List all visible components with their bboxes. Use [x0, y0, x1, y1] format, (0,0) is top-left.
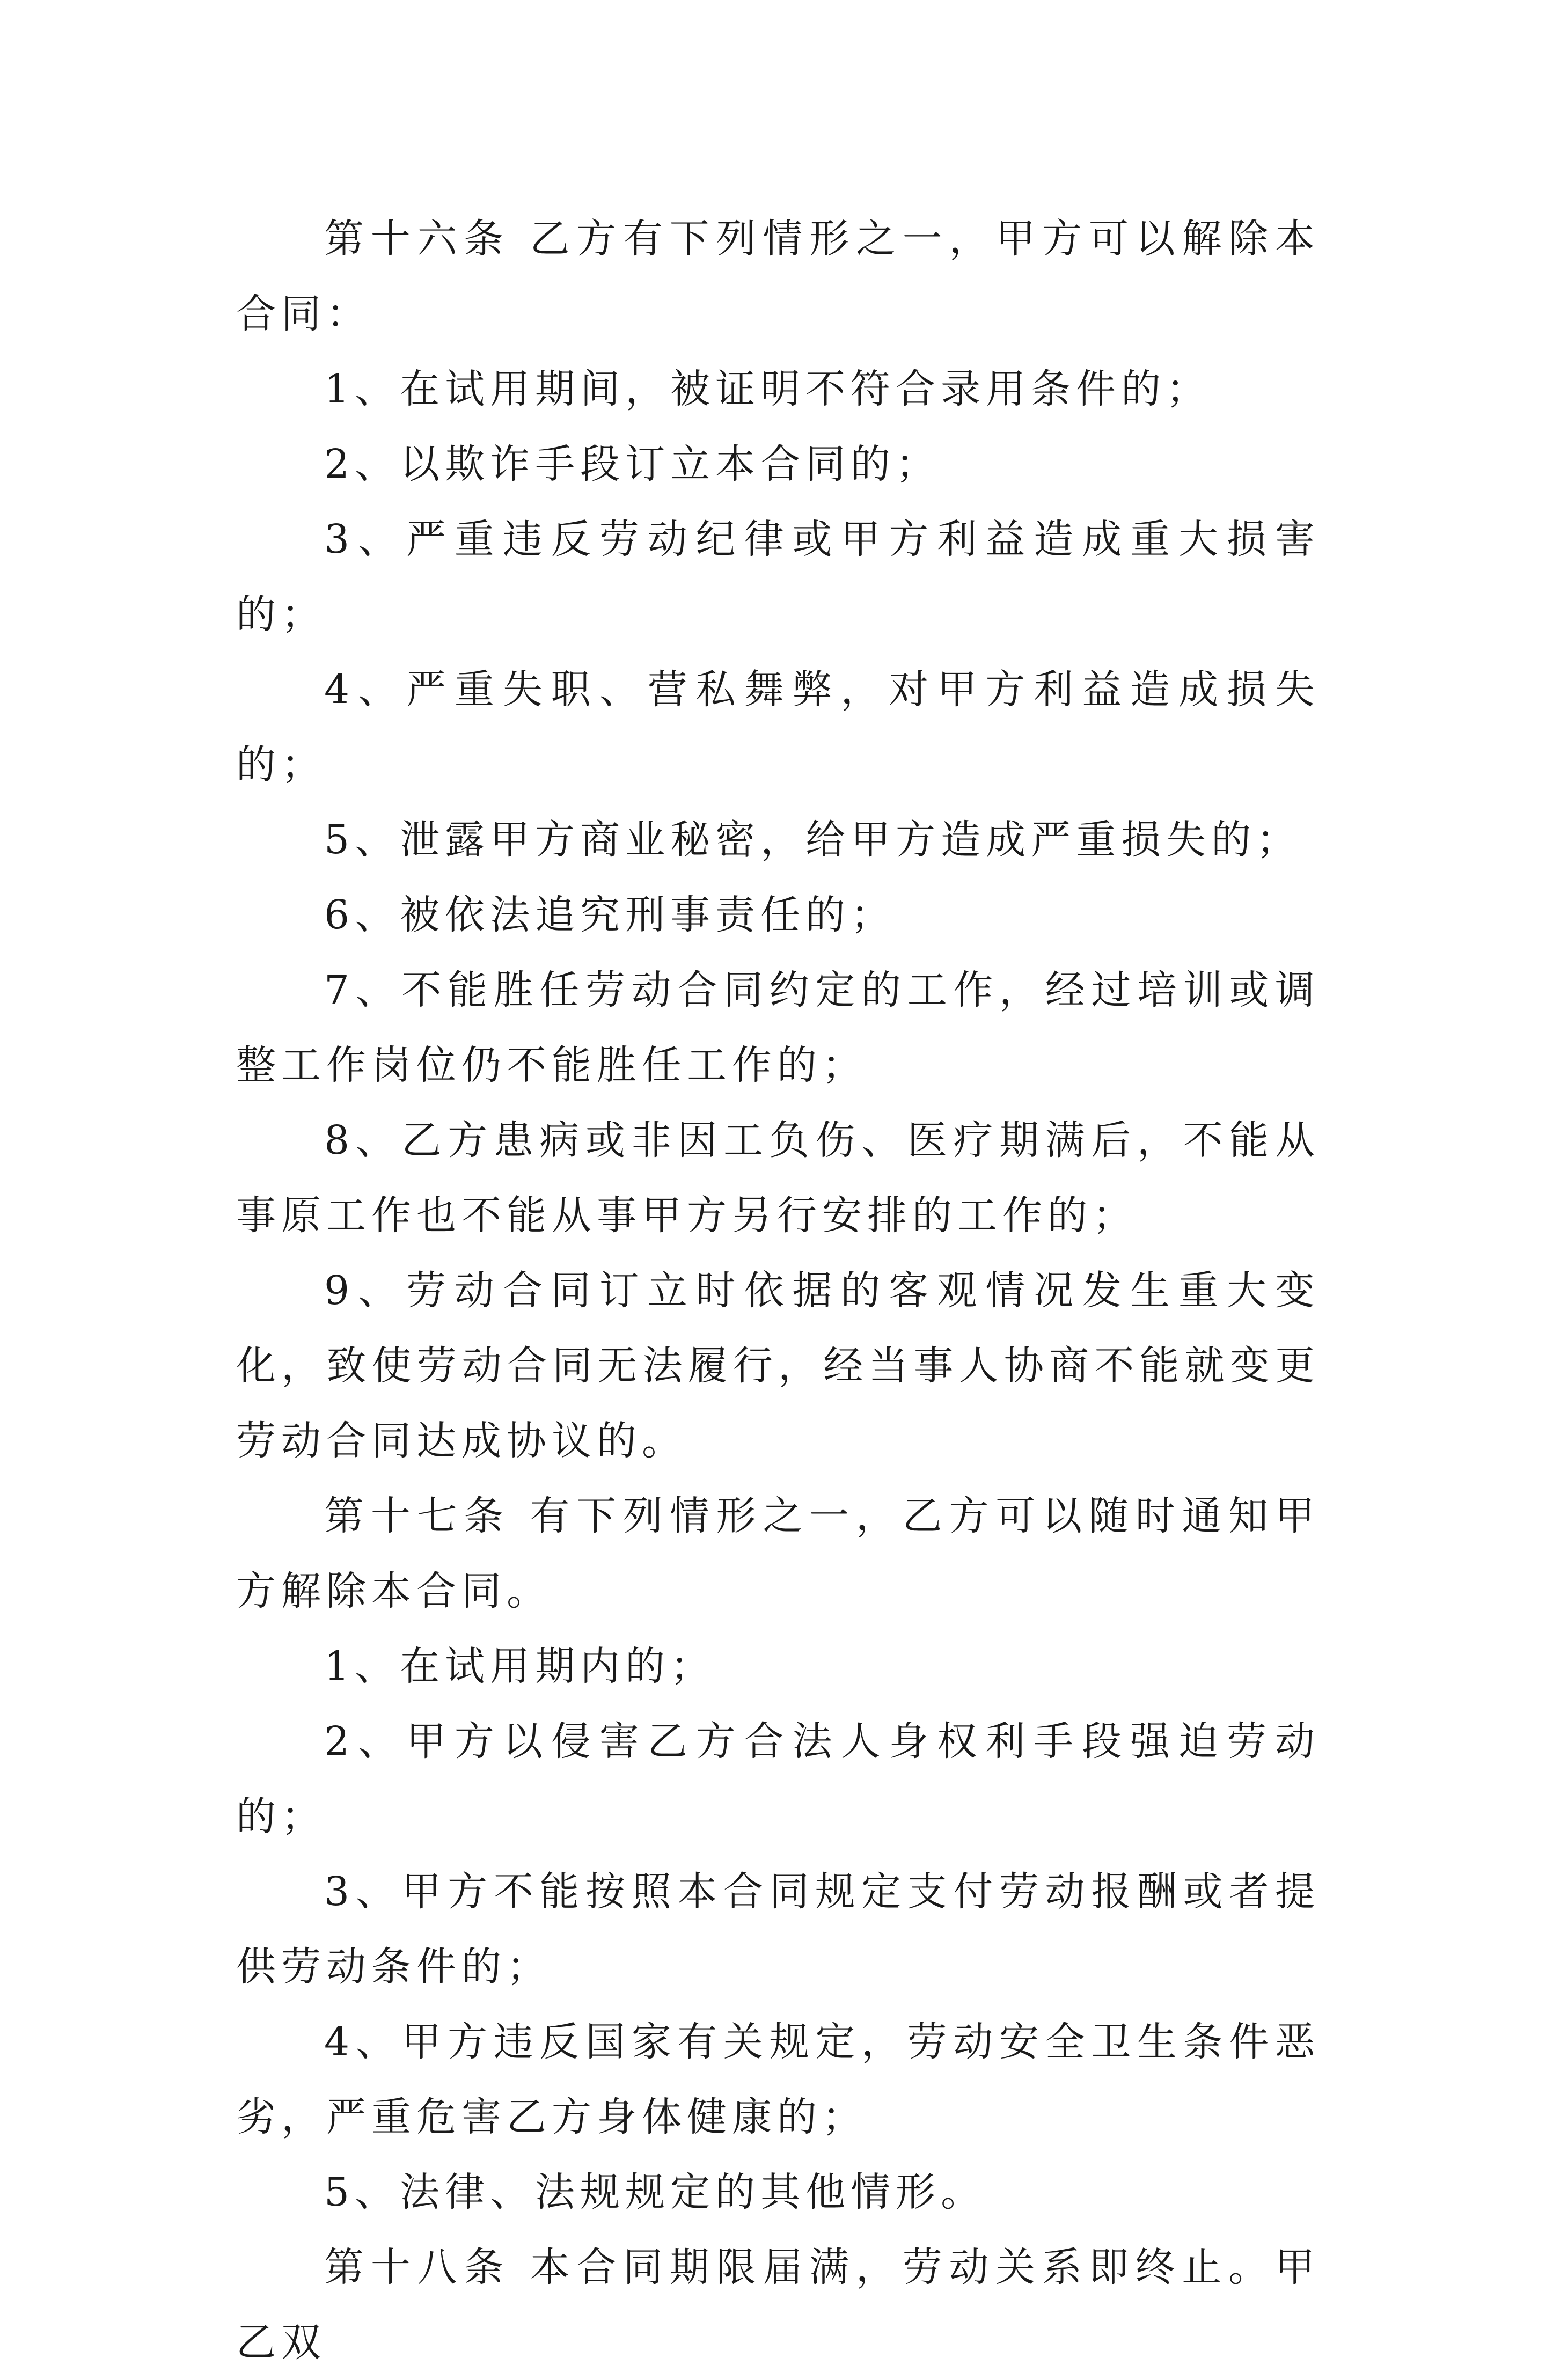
paragraph: 8、乙方患病或非因工负伤、医疗期满后，不能从事原工作也不能从事甲方另行安排的工作的； [236, 1117, 1320, 1239]
paragraph: 5、法律、法规规定的其他情形。 [324, 2169, 986, 2215]
paragraph: 4、甲方违反国家有关规定，劳动安全卫生条件恶劣，严重危害乙方身体健康的； [236, 2019, 1320, 2140]
paragraph: 3、甲方不能按照本合同规定支付劳动报酬或者提供劳动条件的； [236, 1869, 1320, 1990]
paragraph: 7、不能胜任劳动合同约定的工作，经过培训或调整工作岗位仍不能胜任工作的； [236, 967, 1320, 1088]
paragraph: 6、被依法追究刑事责任的； [324, 892, 896, 938]
paragraph: 2、甲方以侵害乙方合法人身权利手段强迫劳动的； [236, 1718, 1320, 1840]
paragraph: 9、劳动合同订立时依据的客观情况发生重大变化，致使劳动合同无法履行，经当事人协商不能就变更劳动合同达成协议的。 [236, 1268, 1320, 1464]
paragraph: 1、在试用期内的； [324, 1643, 716, 1689]
paragraph: 第十八条 本合同期限届满，劳动关系即终止。甲乙双 [236, 2244, 1320, 2366]
paragraph: 4、严重失职、营私舞弊，对甲方利益造成损失的； [236, 667, 1320, 788]
paragraph: 5、泄露甲方商业秘密，给甲方造成严重损失的； [324, 817, 1302, 863]
paragraph: 第十六条 乙方有下列情形之一，甲方可以解除本合同： [236, 216, 1320, 337]
paragraph: 3、严重违反劳动纪律或甲方利益造成重大损害的； [236, 516, 1320, 638]
document-body [236, 201, 1320, 2380]
paragraph: 2、以欺诈手段订立本合同的； [324, 441, 941, 487]
paragraph: 1、在试用期间，被证明不符合录用条件的； [324, 366, 1212, 412]
paragraph: 第十七条 有下列情形之一，乙方可以随时通知甲方解除本合同。 [236, 1493, 1320, 1614]
